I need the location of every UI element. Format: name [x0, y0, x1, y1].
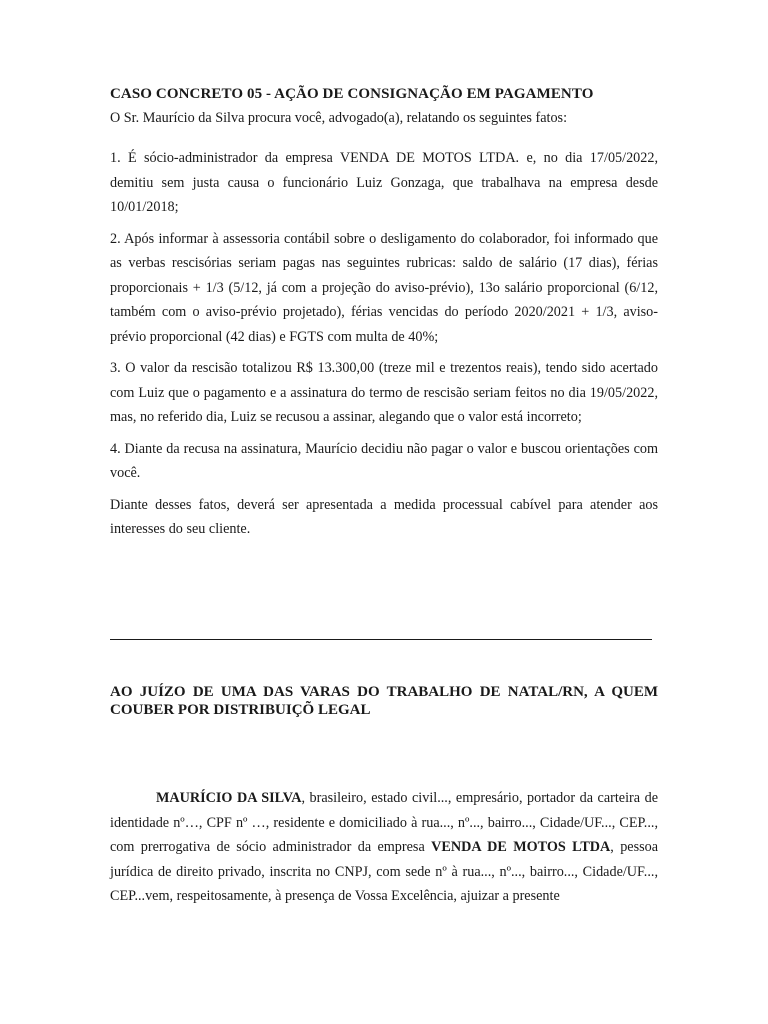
case-title: CASO CONCRETO 05 - AÇÃO DE CONSIGNAÇÃO EM PAGAMENTO [110, 86, 594, 102]
petition-header: AO JUÍZO DE UMA DAS VARAS DO TRABALHO DE NATAL/RN, A QUEM COUBER POR DISTRIBUIÇÕ LEGAL [110, 684, 658, 718]
case-closing: Diante desses fatos, deverá ser apresentada a medida processual cabível para atender aos interesses do seu cliente. [110, 496, 658, 537]
case-statement [110, 83, 658, 549]
fact-item-1: 1. É sócio-administrador da empresa VENDA DE MOTOS LTDA. e, no dia 17/05/2022, demitiu sem justa causa o funcionário Luiz Gonzaga, que trabalhava na empresa desde 10/01/2018; [110, 150, 658, 215]
section-divider [110, 639, 652, 640]
party-qualification: , brasileiro, estado civil..., empresário, portador da carteira de identidade nº…, CPF nº …, residente e domiciliado à rua..., nº..., bairro..., Cidade/UF..., CEP..., com prerrogativa de sócio administrador da empresa [110, 790, 658, 855]
company-name: VENDA DE MOTOS LTDA [431, 839, 611, 855]
fact-item-2: 2. Após informar à assessoria contábil sobre o desligamento do colaborador, foi informado que as verbas rescisórias seriam pagas nas seguintes rubricas: saldo de salário (17 dias), férias proporcionais + 1/3 (5/12, já com a projeção do aviso-prévio), 13o salário proporcional (6/12, também com o aviso-prévio projetado), férias vencidas do período 2020/2021 + 1/3, aviso-prévio proporcional (42 dias) e FGTS com multa de 40%; [110, 230, 658, 345]
company-qualification: , pessoa jurídica de direito privado, inscrita no CNPJ, com sede nº à rua..., nº..., bairro..., Cidade/UF..., CEP...vem, respeitosamente, à presença de Vossa Excelência, ajuizar a presente [110, 839, 659, 904]
petition-paragraph [110, 786, 658, 909]
fact-item-4: 4. Diante da recusa na assinatura, Maurício decidiu não pagar o valor e buscou orientações com você. [110, 440, 658, 481]
fact-item-3: 3. O valor da rescisão totalizou R$ 13.300,00 (treze mil e trezentos reais), tendo sido acertado com Luiz que o pagamento e a assinatura do termo de rescisão seriam feitos no dia 19/05/2022, mas, no referido dia, Luiz se recusou a assinar, alegando que o valor está incorreto; [110, 360, 658, 425]
party-name: MAURÍCIO DA SILVA [156, 790, 302, 806]
case-intro: O Sr. Maurício da Silva procura você, advogado(a), relatando os seguintes fatos: [110, 110, 568, 126]
